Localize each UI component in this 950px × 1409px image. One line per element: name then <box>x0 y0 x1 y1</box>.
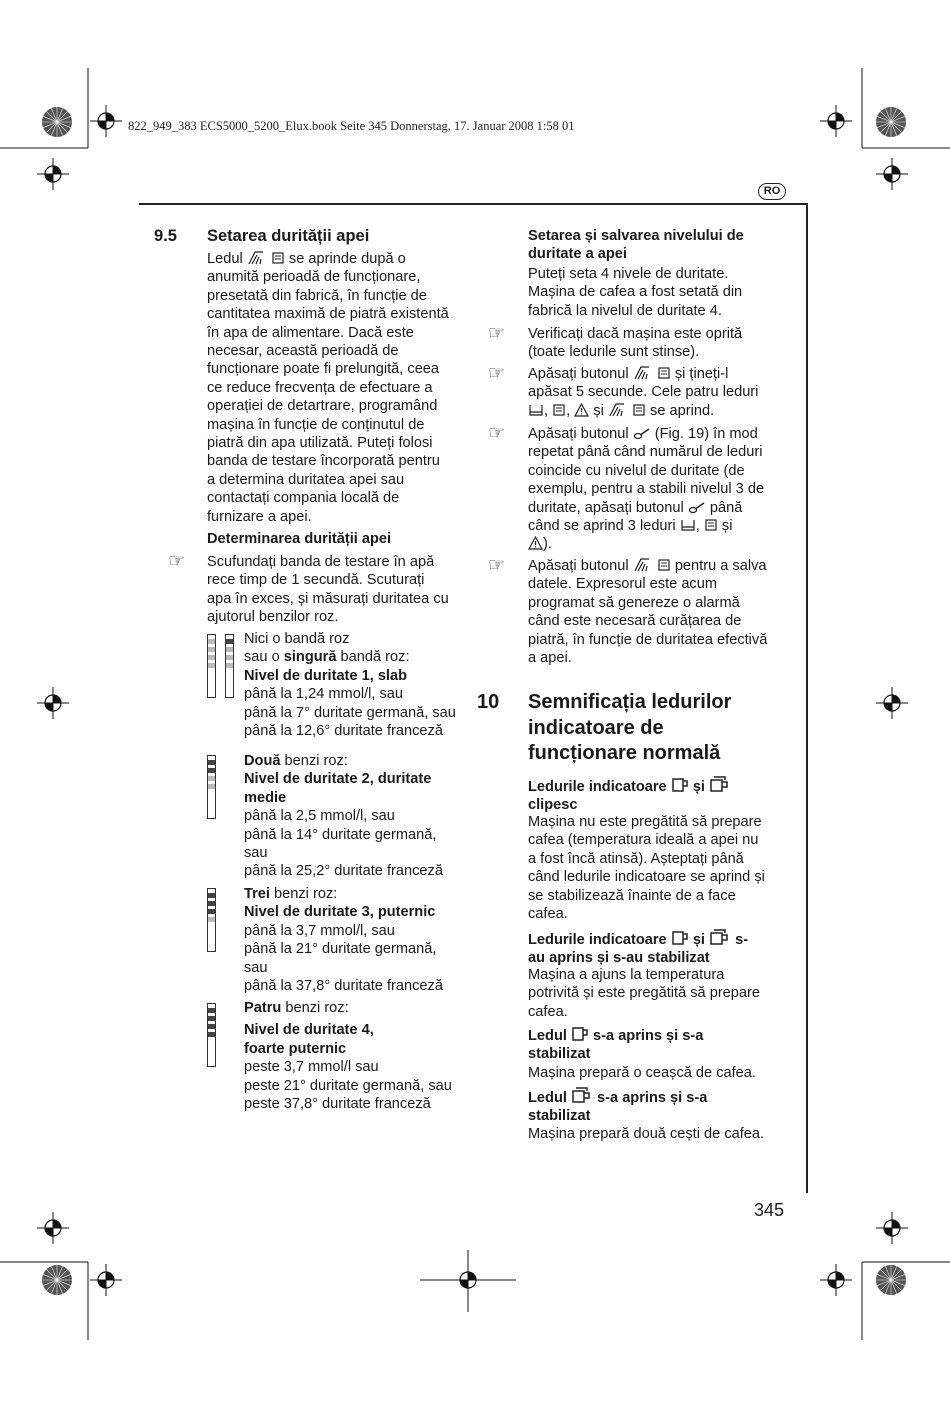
two-cups-icon <box>709 775 731 793</box>
two-cups-icon <box>571 1086 593 1104</box>
blink-paragraph: Mașina nu este pregătită să prepare cafea (temperatura ideală a apei nu a fost încă atinsă). Așteptați până când ledurile indicatoare se aprind și se stabilizează înainte de a face cafea. <box>528 814 765 923</box>
descale-kettle-icon <box>704 518 718 532</box>
descale-kettle-icon <box>632 403 646 417</box>
top-rule <box>139 203 808 205</box>
descale-shower-icon <box>608 403 628 417</box>
warning-triangle-icon <box>574 403 589 417</box>
intro-paragraph: Ledul se aprinde după o anumită perioadă de funcționare, presetată din fabrică, în funcție de cantitatea maximă de piatră existentă în apa de alimentare. Dacă este necesar, această perioadă de funcționare poate fi prelungită, ceea ce reduce frecvența de efectuare a operației de detartrare, programând mașina în funcție de conținutul de piatră din apa utilizată. Puteți folosi banda de testare încorporată pentru a determina duritatea apei sau contactați compania locală de furnizare a apei. <box>207 251 449 525</box>
step-2: Apăsați butonul și țineți-l apăsat 5 secunde. Cele patru leduri , , și se aprind. <box>528 366 759 419</box>
level-2-block: Două benzi roz: Nivel de duritate 2, duritate medie până la 2,5 mmol/l, sau până la 14° duritate germană, sau până la 25,2° duritate franceză <box>244 753 443 880</box>
step-4: Apăsați butonul pentru a salva datele. Expresorul este acum programat să genereze o alarmă când este necesară curățarea de piatră, în funcție de duritatea efectivă a apei. <box>528 558 768 667</box>
two-cups-heading: Ledul s-a aprins și s-a stabilizat <box>528 1086 803 1126</box>
descale-shower-icon <box>247 251 267 265</box>
descale-shower-icon <box>633 558 653 572</box>
descale-shower-icon <box>633 366 653 380</box>
one-cup-paragraph: Mașina prepară o ceașcă de cafea. <box>528 1065 756 1081</box>
stable-heading: Ledurile indicatoare și s- au aprins și s-au stabilizat <box>528 928 803 968</box>
level-1-led-icon <box>528 403 544 417</box>
pointing-hand-icon: ☞ <box>488 555 506 576</box>
blink-heading: Ledurile indicatoare și clipesc <box>528 775 803 815</box>
page-number: 345 <box>754 1200 785 1220</box>
test-strip-four <box>207 1003 216 1067</box>
pointing-hand-icon: ☞ <box>488 323 506 344</box>
section-title: Setarea durității apei <box>207 227 370 245</box>
level-1-led-icon <box>680 518 696 532</box>
pointing-hand-icon: ☞ <box>488 423 506 444</box>
coffee-spoon-icon <box>688 500 706 514</box>
test-strip-three <box>207 888 216 952</box>
section-10-title: Semnificația ledurilor indicatoare de funcționare normală <box>528 691 732 764</box>
step-3: Apăsați butonul (Fig. 19) în mod repetat până când numărul de leduri coincide cu nivelul de duritate (de exemplu, pentru a stabili nivelul 3 de duritate, apăsați butonul până când se aprind 3 leduri , și ). <box>528 426 765 553</box>
level-4-block: Patru benzi roz: Nivel de duritate 4, foarte puternic peste 3,7 mmol/l sau peste 21° duritate germană, sau peste 37,8° duritate franceză <box>244 1000 452 1113</box>
two-cups-paragraph: Mașina prepară două cești de cafea. <box>528 1126 765 1142</box>
pointing-hand-icon: ☞ <box>168 551 186 572</box>
two-cups-icon <box>709 928 731 946</box>
pointing-hand-icon: ☞ <box>488 363 506 384</box>
warning-triangle-icon <box>528 536 543 550</box>
one-cup-icon <box>571 1026 589 1042</box>
one-cup-icon <box>671 777 689 793</box>
print-header: 822_949_383 ECS5000_5200_Elux.book Seite 345 Donnerstag, 17. Januar 2008 1:58 01 <box>128 119 575 133</box>
setting-heading: Setarea și salvarea nivelului de duritate a apei <box>528 228 744 263</box>
descale-kettle-icon <box>657 366 671 380</box>
test-strip-none <box>207 634 216 698</box>
level-1-block: Nici o bandă roz sau o singură bandă roz: Nivel de duritate 1, slab până la 1,24 mmol/l, sau până la 7° duritate germană, sau până la 12,6° duritate franceză <box>244 631 456 740</box>
step-1: Verificați dacă mașina este oprită (toate ledurile sunt stinse). <box>528 326 743 361</box>
determine-paragraph: Scufundați banda de testare în apă rece timp de 1 secundă. Scuturați apa în exces, și măsurați duritatea cu ajutorul benzilor roz. <box>207 554 449 626</box>
test-strip-two <box>207 755 216 819</box>
coffee-spoon-icon <box>633 426 651 440</box>
language-badge: RO <box>758 183 786 200</box>
descale-kettle-icon <box>552 403 566 417</box>
section-10-number: 10 <box>477 691 500 713</box>
descale-kettle-icon <box>271 251 285 265</box>
test-strip-one <box>225 634 234 698</box>
one-cup-icon <box>671 930 689 946</box>
stable-paragraph: Mașina a ajuns la temperatura potrivită și este pregătită să prepare cafea. <box>528 967 761 1020</box>
setting-intro: Puteți seta 4 nivele de duritate. Mașina de cafea a fost setată din fabrică la nivelul de duritate 4. <box>528 266 743 319</box>
section-number: 9.5 <box>154 227 177 245</box>
one-cup-heading: Ledul s-a aprins și s-a stabilizat <box>528 1028 704 1063</box>
level-3-block: Trei benzi roz: Nivel de duritate 3, puternic până la 3,7 mmol/l, sau până la 21° duritate germană, sau până la 37,8° duritate franceză <box>244 886 443 995</box>
descale-kettle-icon <box>657 558 671 572</box>
determine-heading: Determinarea durității apei <box>207 531 392 547</box>
